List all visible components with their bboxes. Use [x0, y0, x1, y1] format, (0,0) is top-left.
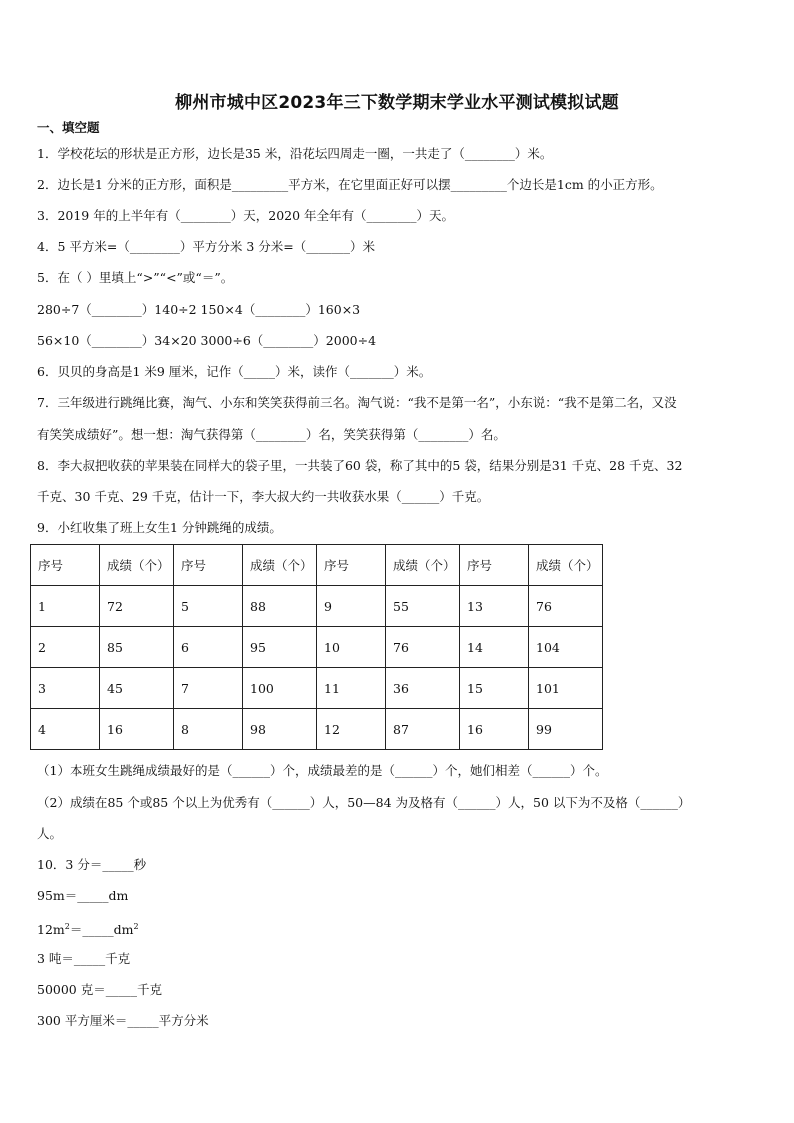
page-title: 柳州市城中区2023年三下数学期末学业水平测试模拟试题: [175, 93, 619, 113]
table-cell: 13: [460, 586, 529, 627]
table-header-row: [31, 545, 603, 586]
question-9: 9．小红收集了班上女生1 分钟跳绳的成绩。: [37, 520, 282, 535]
question-10-a: 10．3 分＝_____秒: [37, 857, 147, 872]
table-cell: 14: [460, 627, 529, 668]
question-7-line-2: 有笑笑成绩好”。想一想：淘气获得第（________）名，笑笑获得第（________）名。: [37, 427, 506, 442]
table-header-cell: 序号: [460, 545, 529, 586]
question-9-part-2-line-1: （2）成绩在85 个或85 个以上为优秀有（______）人，50—84 为及格有（______）人，50 以下为不及格（______）: [37, 795, 691, 810]
table-cell: 16: [460, 709, 529, 750]
question-10-c: [37, 919, 139, 938]
question-10-c-pre: 12m: [37, 922, 65, 938]
table-cell: 11: [317, 668, 386, 709]
question-5: 5．在（ ）里填上“>”“<”或“＝”。: [37, 270, 234, 285]
table-cell: 10: [317, 627, 386, 668]
section-heading-fill-blank: 一、填空题: [37, 120, 100, 135]
table-cell: 3: [31, 668, 100, 709]
table-row: [31, 709, 603, 750]
table-cell: 4: [31, 709, 100, 750]
question-3: 3．2019 年的上半年有（________）天，2020 年全年有（________）天。: [37, 208, 455, 223]
question-9-part-1: （1）本班女生跳绳成绩最好的是（______）个，成绩最差的是（______）个，她们相差（______）个。: [37, 763, 608, 778]
table-cell: 72: [100, 586, 174, 627]
table-row: [31, 668, 603, 709]
question-8-line-2: 千克、30 千克、29 千克，估计一下，李大叔大约一共收获水果（______）千克。: [37, 489, 490, 504]
question-5-row-1: 280÷7（________）140÷2 150×4（________）160×3: [37, 302, 361, 317]
table-cell: 87: [386, 709, 460, 750]
table-header-cell: 成绩（个）: [243, 545, 317, 586]
question-7-line-1: 7．三年级进行跳绳比赛，淘气、小东和笑笑获得前三名。淘气说：“我不是第一名”，小东说：“我不是第二名，又没: [37, 395, 677, 410]
question-9-part-2-line-2: 人。: [37, 826, 63, 841]
table-cell: 12: [317, 709, 386, 750]
question-10-c-mid: ＝_____dm: [69, 922, 134, 938]
question-4: 4．5 平方米=（________）平方分米 3 分米=（_______）米: [37, 239, 375, 254]
table-cell: 16: [100, 709, 174, 750]
table-cell: 101: [529, 668, 603, 709]
question-2: 2．边长是1 分米的正方形，面积是_________平方米，在它里面正好可以摆_________个边长是1cm 的小正方形。: [37, 177, 663, 192]
table-cell: 95: [243, 627, 317, 668]
table-cell: 88: [243, 586, 317, 627]
table-cell: 36: [386, 668, 460, 709]
table-cell: 9: [317, 586, 386, 627]
table-cell: 7: [174, 668, 243, 709]
question-1: 1．学校花坛的形状是正方形，边长是35 米，沿花坛四周走一圈，一共走了（________）米。: [37, 146, 553, 161]
table-cell: 85: [100, 627, 174, 668]
question-10-d: 3 吨＝_____千克: [37, 951, 131, 966]
table-cell: 15: [460, 668, 529, 709]
question-10-f: 300 平方厘米＝_____平方分米: [37, 1013, 209, 1028]
table-cell: 45: [100, 668, 174, 709]
table-header-cell: 成绩（个）: [100, 545, 174, 586]
table-cell: 99: [529, 709, 603, 750]
question-6: 6．贝贝的身高是1 米9 厘米，记作（_____）米，读作（_______）米。: [37, 364, 432, 379]
table-cell: 76: [386, 627, 460, 668]
table-row: [31, 627, 603, 668]
table-header-cell: 序号: [174, 545, 243, 586]
table-row: [31, 586, 603, 627]
table-cell: 98: [243, 709, 317, 750]
jump-rope-score-table: [30, 544, 603, 750]
table-cell: 100: [243, 668, 317, 709]
question-10-c-sup-2: 2: [133, 922, 139, 931]
question-10-b: 95m＝_____dm: [37, 888, 129, 903]
table-cell: 5: [174, 586, 243, 627]
table-header-cell: 成绩（个）: [386, 545, 460, 586]
question-10-e: 50000 克＝_____千克: [37, 982, 162, 997]
table-cell: 76: [529, 586, 603, 627]
table-cell: 6: [174, 627, 243, 668]
table-header-cell: 序号: [31, 545, 100, 586]
table-header-cell: 序号: [317, 545, 386, 586]
table-cell: 55: [386, 586, 460, 627]
question-10-c-sup-1: 2: [64, 922, 70, 931]
question-5-row-2: 56×10（________）34×20 3000÷6（________）2000÷4: [37, 333, 377, 348]
question-8-line-1: 8．李大叔把收获的苹果装在同样大的袋子里，一共装了60 袋，称了其中的5 袋，结果分别是31 千克、28 千克、32: [37, 458, 683, 473]
table-cell: 8: [174, 709, 243, 750]
table-cell: 2: [31, 627, 100, 668]
table-header-cell: 成绩（个）: [529, 545, 603, 586]
table-cell: 104: [529, 627, 603, 668]
table-cell: 1: [31, 586, 100, 627]
